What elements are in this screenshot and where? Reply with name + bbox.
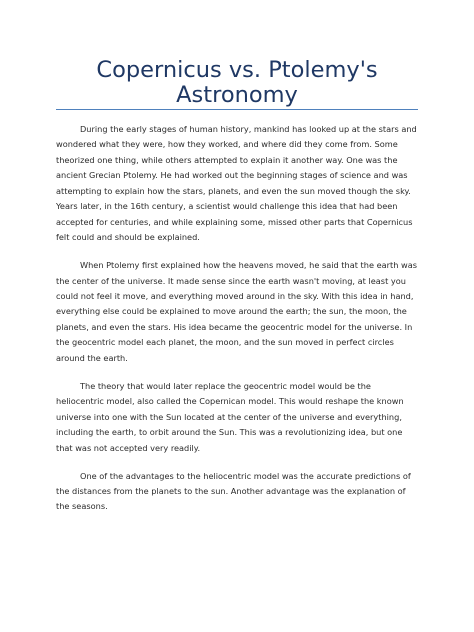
paragraph-4: One of the advantages to the heliocentric model was the accurate predictions of the distances from the planets to the sun. Another advantage was the explanation of the seasons.	[56, 470, 411, 512]
paragraph-2: When Ptolemy first explained how the heavens moved, he said that the earth was the center of the universe. It made sense since the earth wasn't moving, at least you could not feel it move, and everything moved around in the sky. With this idea in hand, everything else could be explained to move around the earth; the sun, the moon, the planets, and even the stars. His idea became the geocentric model for the universe. In the geocentric model each planet, the moon, and the sun moved in perfect circles around the earth.	[56, 260, 417, 363]
document-body	[56, 122, 418, 527]
title-line-1: Copernicus vs. Ptolemy's	[96, 57, 378, 83]
page-title	[56, 58, 418, 108]
title-line-2: Astronomy	[176, 82, 298, 108]
paragraph-3: The theory that would later replace the geocentric model would be the heliocentric model, also called the Copernican model. This would reshape the known universe into one with the Sun located at the center of the universe and everything, including the earth, to orbit around the Sun. This was a revolutionizing idea, but one that was not accepted very readily.	[56, 380, 404, 453]
paragraph-1: During the early stages of human history, mankind has looked up at the stars and wondered what they were, how they worked, and where did they come from. Some theorized one thing, while others attempted to explain it another way. One was the ancient Grecian Ptolemy. He had worked out the beginning stages of science and was attempting to explain how the stars, planets, and even the sun moved though the sky. Years later, in the 16th century, a scientist would challenge this idea that had been accepted for centuries, and while explaining some, missed other parts that Copernicus felt could and should be explained.	[56, 124, 417, 243]
title-underline-rule	[56, 109, 418, 110]
